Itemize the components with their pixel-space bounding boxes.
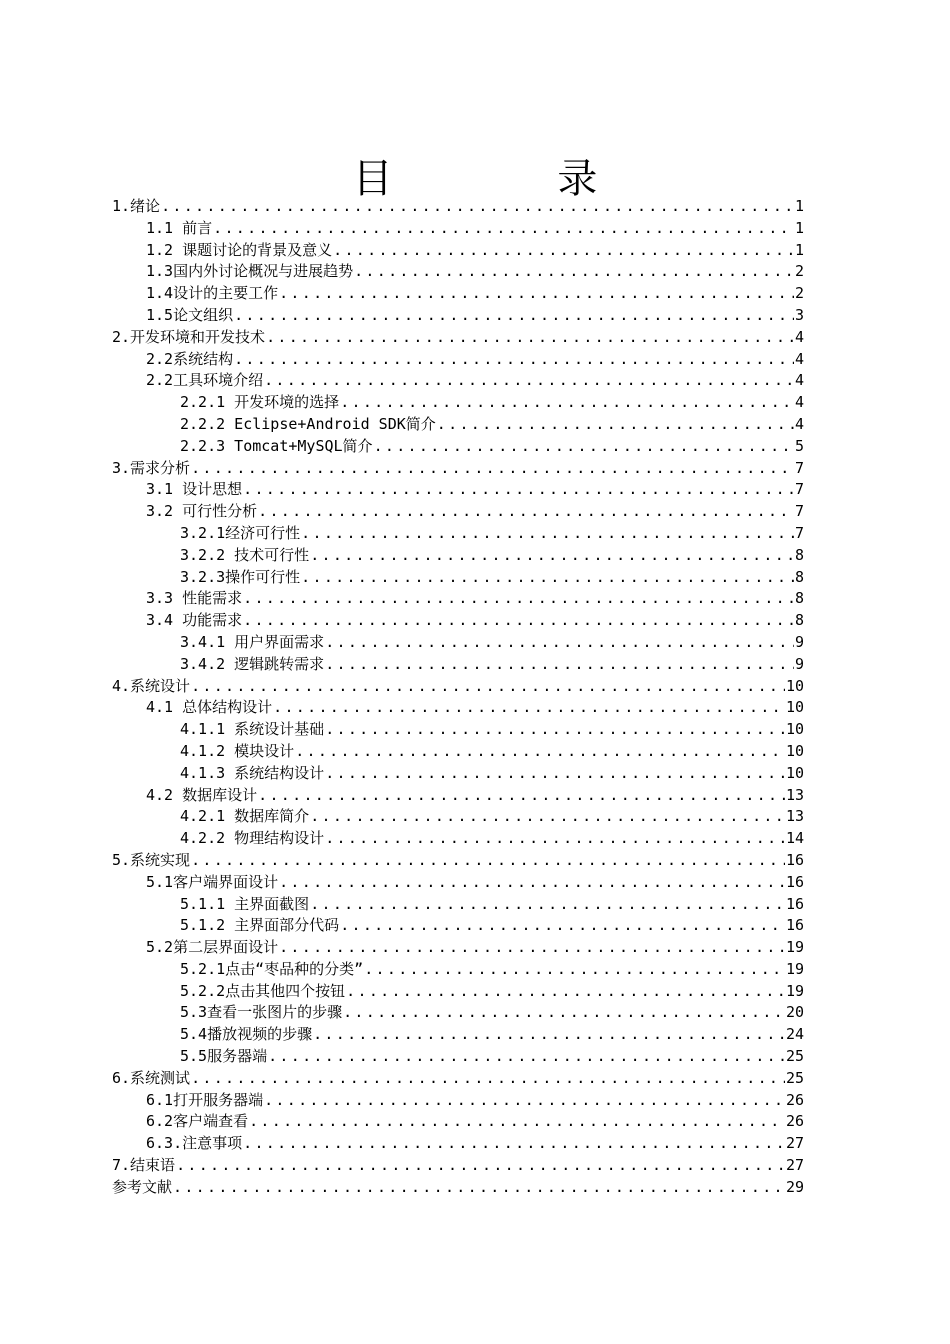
toc-entry[interactable] bbox=[112, 850, 804, 872]
toc-entry[interactable] bbox=[112, 240, 804, 262]
toc-entry[interactable] bbox=[112, 370, 804, 392]
toc-entry-label: 参考文献 bbox=[112, 1177, 173, 1196]
toc-entry-label: 3.4 功能需求 bbox=[146, 611, 243, 630]
toc-page-number: 16 bbox=[785, 850, 804, 869]
toc-dot-leader bbox=[374, 436, 794, 458]
toc-dot-leader bbox=[313, 1024, 785, 1046]
toc-entry-label: 1.2 课题讨论的背景及意义 bbox=[146, 240, 333, 259]
toc-entry[interactable] bbox=[112, 1002, 804, 1024]
toc-entry-label: 5.2.1点击“枣品种的分类” bbox=[180, 959, 364, 978]
toc-page-number: 7 bbox=[794, 458, 804, 477]
toc-page-number: 24 bbox=[785, 1025, 804, 1044]
toc-entry[interactable] bbox=[112, 305, 804, 327]
toc-page-number: 19 bbox=[785, 959, 804, 978]
toc-entry[interactable] bbox=[112, 545, 804, 567]
toc-dot-leader bbox=[268, 1046, 785, 1068]
toc-entry[interactable] bbox=[112, 719, 804, 741]
toc-page-number: 26 bbox=[785, 1090, 804, 1109]
toc-page-number: 10 bbox=[785, 741, 804, 760]
toc-entry-label: 1.5论文组织 bbox=[146, 305, 234, 324]
toc-entry[interactable] bbox=[112, 523, 804, 545]
toc-entry-label: 1.3国内外讨论概况与进展趋势 bbox=[146, 262, 354, 281]
toc-entry-label: 3.2.3操作可行性 bbox=[180, 567, 301, 586]
toc-entry-label: 1.1 前言 bbox=[146, 218, 213, 237]
toc-dot-leader bbox=[243, 588, 794, 610]
toc-page-number: 7 bbox=[794, 502, 804, 521]
toc-dot-leader bbox=[346, 981, 785, 1003]
toc-page-number: 19 bbox=[785, 981, 804, 1000]
toc-page-number: 4 bbox=[794, 371, 804, 390]
toc-page-number: 14 bbox=[785, 829, 804, 848]
toc-entry[interactable] bbox=[112, 1177, 804, 1199]
toc-page-number: 1 bbox=[794, 197, 804, 215]
toc-entry[interactable] bbox=[112, 436, 804, 458]
toc-entry[interactable] bbox=[112, 479, 804, 501]
toc-entry[interactable] bbox=[112, 1133, 804, 1155]
toc-page-number: 2 bbox=[794, 284, 804, 303]
toc-entry-label: 3.3 性能需求 bbox=[146, 589, 243, 608]
toc-entry[interactable] bbox=[112, 567, 804, 589]
toc-entry[interactable] bbox=[112, 872, 804, 894]
toc-dot-leader bbox=[258, 501, 794, 523]
toc-dot-leader bbox=[310, 806, 785, 828]
toc-entry-label: 2.2.1 开发环境的选择 bbox=[180, 393, 340, 412]
toc-entry[interactable] bbox=[112, 676, 804, 698]
table-of-contents bbox=[112, 196, 804, 1199]
toc-page-number: 25 bbox=[785, 1068, 804, 1087]
toc-dot-leader bbox=[234, 349, 794, 371]
toc-entry[interactable] bbox=[112, 915, 804, 937]
toc-page-number: 4 bbox=[794, 414, 804, 433]
toc-dot-leader bbox=[325, 654, 794, 676]
toc-entry-label: 5.2第二层界面设计 bbox=[146, 938, 279, 957]
toc-entry[interactable] bbox=[112, 741, 804, 763]
toc-page-number: 10 bbox=[785, 676, 804, 695]
toc-entry[interactable] bbox=[112, 392, 804, 414]
toc-entry-label: 6.3.注意事项 bbox=[146, 1134, 243, 1153]
toc-page-number: 10 bbox=[785, 763, 804, 782]
toc-dot-leader bbox=[176, 1155, 785, 1177]
toc-entry-label: 6.2客户端查看 bbox=[146, 1112, 249, 1131]
toc-page-number: 29 bbox=[785, 1177, 804, 1196]
toc-page-number: 27 bbox=[785, 1156, 804, 1175]
toc-entry-label: 5.3查看一张图片的步骤 bbox=[180, 1003, 343, 1022]
toc-entry[interactable] bbox=[112, 1068, 804, 1090]
toc-dot-leader bbox=[161, 196, 794, 218]
toc-page-number: 16 bbox=[785, 894, 804, 913]
toc-entry[interactable] bbox=[112, 632, 804, 654]
toc-dot-leader bbox=[279, 872, 785, 894]
toc-dot-leader bbox=[243, 1133, 785, 1155]
toc-dot-leader bbox=[234, 305, 794, 327]
toc-entry-label: 3.2.1经济可行性 bbox=[180, 523, 301, 542]
toc-entry-label: 5.4播放视频的步骤 bbox=[180, 1025, 313, 1044]
toc-dot-leader bbox=[191, 1068, 785, 1090]
toc-dot-leader bbox=[249, 1111, 785, 1133]
toc-page-number: 7 bbox=[794, 523, 804, 542]
toc-entry-label: 3.需求分析 bbox=[112, 458, 191, 477]
toc-dot-leader bbox=[295, 741, 785, 763]
toc-dot-leader bbox=[279, 937, 785, 959]
toc-dot-leader bbox=[325, 632, 794, 654]
toc-page-number: 4 bbox=[794, 349, 804, 368]
toc-page-number: 25 bbox=[785, 1047, 804, 1066]
toc-entry[interactable] bbox=[112, 327, 804, 349]
toc-page-number: 2 bbox=[794, 262, 804, 281]
toc-entry[interactable] bbox=[112, 654, 804, 676]
toc-dot-leader bbox=[273, 697, 785, 719]
toc-page-number: 9 bbox=[794, 654, 804, 673]
toc-entry-label: 5.1.2 主界面部分代码 bbox=[180, 916, 340, 935]
toc-dot-leader bbox=[340, 392, 794, 414]
toc-entry[interactable] bbox=[112, 828, 804, 850]
toc-entry-label: 4.2.1 数据库简介 bbox=[180, 807, 310, 826]
toc-page-number: 4 bbox=[794, 327, 804, 346]
toc-dot-leader bbox=[325, 828, 785, 850]
toc-entry[interactable] bbox=[112, 501, 804, 523]
toc-entry[interactable] bbox=[112, 196, 804, 218]
toc-dot-leader bbox=[279, 283, 794, 305]
toc-entry[interactable] bbox=[112, 959, 804, 981]
toc-entry[interactable] bbox=[112, 588, 804, 610]
toc-entry-label: 4.1.3 系统结构设计 bbox=[180, 763, 325, 782]
toc-page-number: 1 bbox=[794, 218, 804, 237]
toc-entry-label: 6.系统测试 bbox=[112, 1068, 191, 1087]
toc-page-number: 13 bbox=[785, 807, 804, 826]
toc-entry-label: 4.2 数据库设计 bbox=[146, 785, 258, 804]
toc-entry-label: 1.绪论 bbox=[112, 197, 161, 215]
toc-entry[interactable] bbox=[112, 806, 804, 828]
toc-entry-label: 2.开发环境和开发技术 bbox=[112, 327, 266, 346]
toc-dot-leader bbox=[264, 370, 794, 392]
toc-page-number: 5 bbox=[794, 436, 804, 455]
toc-page-number: 3 bbox=[794, 305, 804, 324]
toc-page-number: 27 bbox=[785, 1134, 804, 1153]
toc-entry[interactable] bbox=[112, 1155, 804, 1177]
toc-dot-leader bbox=[243, 479, 794, 501]
toc-entry-label: 5.2.2点击其他四个按钮 bbox=[180, 981, 346, 1000]
toc-entry[interactable] bbox=[112, 218, 804, 240]
toc-dot-leader bbox=[266, 327, 794, 349]
toc-page-number: 16 bbox=[785, 916, 804, 935]
toc-dot-leader bbox=[301, 523, 794, 545]
toc-dot-leader bbox=[333, 240, 794, 262]
toc-dot-leader bbox=[191, 676, 785, 698]
toc-dot-leader bbox=[437, 414, 794, 436]
toc-entry[interactable] bbox=[112, 349, 804, 371]
toc-entry-label: 2.2系统结构 bbox=[146, 349, 234, 368]
toc-dot-leader bbox=[301, 567, 794, 589]
toc-dot-leader bbox=[191, 850, 785, 872]
toc-dot-leader bbox=[258, 785, 785, 807]
toc-entry-label: 7.结束语 bbox=[112, 1156, 176, 1175]
toc-page-number: 8 bbox=[794, 545, 804, 564]
toc-entry-label: 4.1.2 模块设计 bbox=[180, 741, 295, 760]
toc-entry-label: 4.1 总体结构设计 bbox=[146, 698, 273, 717]
toc-page-number: 8 bbox=[794, 567, 804, 586]
toc-page-number: 8 bbox=[794, 589, 804, 608]
toc-dot-leader bbox=[364, 959, 785, 981]
toc-entry[interactable] bbox=[112, 763, 804, 785]
toc-entry[interactable] bbox=[112, 1024, 804, 1046]
toc-page-number: 4 bbox=[794, 393, 804, 412]
toc-page-number: 10 bbox=[785, 720, 804, 739]
toc-entry-label: 5.系统实现 bbox=[112, 850, 191, 869]
toc-entry[interactable] bbox=[112, 981, 804, 1003]
toc-entry-label: 3.2 可行性分析 bbox=[146, 502, 258, 521]
toc-entry[interactable] bbox=[112, 697, 804, 719]
toc-entry-label: 2.2.2 Eclipse+Android SDK简介 bbox=[180, 414, 436, 433]
toc-page-number: 13 bbox=[785, 785, 804, 804]
toc-entry-label: 6.1打开服务器端 bbox=[146, 1090, 264, 1109]
toc-dot-leader bbox=[191, 458, 794, 480]
toc-dot-leader bbox=[354, 261, 794, 283]
toc-entry-label: 2.2工具环境介绍 bbox=[146, 371, 264, 390]
toc-entry-label: 5.1客户端界面设计 bbox=[146, 872, 279, 891]
toc-entry-label: 3.4.1 用户界面需求 bbox=[180, 632, 325, 651]
toc-dot-leader bbox=[243, 610, 794, 632]
toc-entry-label: 3.2.2 技术可行性 bbox=[180, 545, 310, 564]
toc-dot-leader bbox=[325, 763, 785, 785]
toc-dot-leader bbox=[310, 545, 794, 567]
toc-entry-label: 4.1.1 系统设计基础 bbox=[180, 720, 325, 739]
toc-dot-leader bbox=[264, 1090, 785, 1112]
toc-entry[interactable] bbox=[112, 261, 804, 283]
toc-dot-leader bbox=[310, 894, 785, 916]
toc-entry[interactable] bbox=[112, 1046, 804, 1068]
toc-entry-label: 4.2.2 物理结构设计 bbox=[180, 829, 325, 848]
toc-entry[interactable] bbox=[112, 937, 804, 959]
toc-page-number: 1 bbox=[794, 240, 804, 259]
toc-dot-leader bbox=[325, 719, 785, 741]
toc-dot-leader bbox=[343, 1002, 785, 1024]
toc-page-number: 19 bbox=[785, 938, 804, 957]
toc-entry-label: 1.4设计的主要工作 bbox=[146, 284, 279, 303]
toc-entry[interactable] bbox=[112, 1090, 804, 1112]
toc-dot-leader bbox=[173, 1177, 785, 1199]
toc-dot-leader bbox=[340, 915, 785, 937]
toc-entry[interactable] bbox=[112, 283, 804, 305]
toc-entry-label: 2.2.3 Tomcat+MySQL简介 bbox=[180, 436, 373, 455]
page-title: 目 录 bbox=[352, 155, 674, 202]
toc-entry-label: 5.5服务器端 bbox=[180, 1047, 268, 1066]
toc-entry-label: 3.1 设计思想 bbox=[146, 480, 243, 499]
toc-page-number: 10 bbox=[785, 698, 804, 717]
toc-entry[interactable] bbox=[112, 414, 804, 436]
toc-page-number: 7 bbox=[794, 480, 804, 499]
toc-page-number: 9 bbox=[794, 632, 804, 651]
toc-entry[interactable] bbox=[112, 785, 804, 807]
toc-dot-leader bbox=[213, 218, 794, 240]
toc-entry-label: 3.4.2 逻辑跳转需求 bbox=[180, 654, 325, 673]
toc-page-number: 20 bbox=[785, 1003, 804, 1022]
toc-entry[interactable] bbox=[112, 458, 804, 480]
toc-entry[interactable] bbox=[112, 894, 804, 916]
toc-entry-label: 5.1.1 主界面截图 bbox=[180, 894, 310, 913]
toc-entry-label: 4.系统设计 bbox=[112, 676, 191, 695]
toc-page-number: 26 bbox=[785, 1112, 804, 1131]
toc-entry[interactable] bbox=[112, 610, 804, 632]
toc-page-number: 8 bbox=[794, 611, 804, 630]
toc-page-number: 16 bbox=[785, 872, 804, 891]
toc-entry[interactable] bbox=[112, 1111, 804, 1133]
